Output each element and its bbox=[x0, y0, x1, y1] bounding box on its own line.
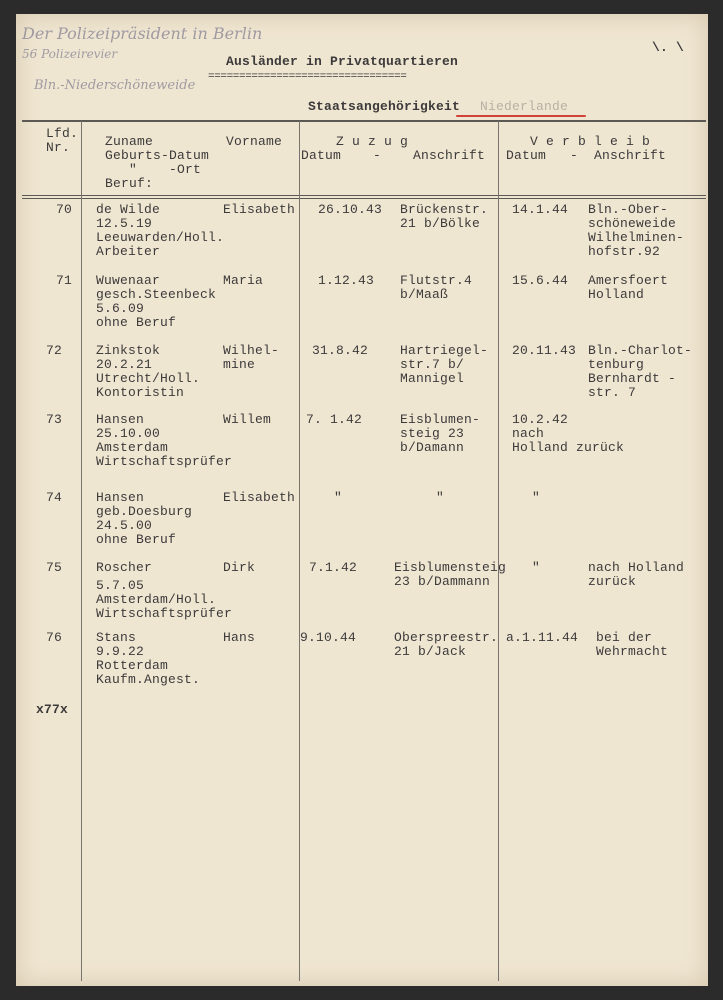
vorname: Wilhel- bbox=[223, 343, 280, 358]
police-stamp-line3: Bln.-Niederschöneweide bbox=[34, 78, 196, 93]
verbleib-anschrift: bei der bbox=[596, 630, 653, 645]
zuzug-anschrift: Eisblumensteig bbox=[394, 560, 507, 575]
verbleib-anschrift: Wehrmacht bbox=[596, 644, 669, 659]
zuzug-anschrift: Mannigel bbox=[400, 371, 465, 386]
verbleib-anschrift: str. 7 bbox=[588, 385, 637, 400]
row-number: 72 bbox=[46, 343, 63, 358]
person-line: Wirtschaftsprüfer bbox=[96, 606, 233, 621]
title-underline: ================================ bbox=[208, 71, 407, 83]
verbleib-datum: 10.2.42 bbox=[512, 412, 569, 427]
col-header-zuname: Zuname bbox=[105, 134, 154, 149]
verbleib-datum: " bbox=[532, 560, 541, 575]
header-rule-bottom bbox=[22, 195, 706, 196]
document-title: Ausländer in Privatquartieren bbox=[226, 54, 459, 69]
row-number: 74 bbox=[46, 490, 63, 505]
person-line: geb.Doesburg bbox=[96, 504, 193, 519]
zuzug-datum: 26.10.43 bbox=[318, 202, 383, 217]
zuzug-anschrift: steig 23 bbox=[400, 426, 465, 441]
person-line: 20.2.21 bbox=[96, 357, 153, 372]
vorname: Elisabeth bbox=[223, 202, 296, 217]
col-header-zuzug: Z u z u g bbox=[336, 134, 409, 149]
person-line: Amsterdam/Holl. bbox=[96, 592, 217, 607]
zuzug-anschrift: str.7 b/ bbox=[400, 357, 465, 372]
zuzug-anschrift: b/Maaß bbox=[400, 287, 449, 302]
row-number: 70 bbox=[56, 202, 73, 217]
person-line: ohne Beruf bbox=[96, 532, 177, 547]
col-header-zuzug-sub: Datum - Anschrift bbox=[301, 148, 486, 163]
person-line: 9.9.22 bbox=[96, 644, 145, 659]
nationality-label: Staatsangehörigkeit bbox=[308, 99, 461, 114]
verbleib-anschrift: Bln.-Ober- bbox=[588, 202, 669, 217]
person-line: Wirtschaftsprüfer bbox=[96, 454, 233, 469]
person-line: gesch.Steenbeck bbox=[96, 287, 217, 302]
verbleib-anschrift: Wilhelminen- bbox=[588, 230, 685, 245]
col-header-beruf: Beruf: bbox=[105, 176, 154, 191]
col-divider-2 bbox=[299, 121, 300, 981]
person-line: de Wilde bbox=[96, 202, 161, 217]
verbleib-anschrift: zurück bbox=[588, 574, 637, 589]
person-line: Arbeiter bbox=[96, 244, 161, 259]
verbleib-anschrift: schöneweide bbox=[588, 216, 677, 231]
nationality-red-underline bbox=[456, 115, 586, 117]
person-line: Amsterdam bbox=[96, 440, 169, 455]
col-header-lfd: Lfd. bbox=[46, 126, 79, 141]
verbleib-anschrift: Bernhardt - bbox=[588, 371, 677, 386]
vorname: Elisabeth bbox=[223, 490, 296, 505]
zuzug-anschrift: Flutstr.4 bbox=[400, 273, 473, 288]
verbleib-datum: nach bbox=[512, 426, 545, 441]
header-rule-bottom-2 bbox=[22, 198, 706, 199]
vorname: Maria bbox=[223, 273, 264, 288]
person-line: Roscher bbox=[96, 560, 153, 575]
zuzug-anschrift: 21 b/Bölke bbox=[400, 216, 481, 231]
zuzug-anschrift: Hartriegel- bbox=[400, 343, 489, 358]
col-header-vorname: Vorname bbox=[226, 134, 283, 149]
verbleib-anschrift: tenburg bbox=[588, 357, 645, 372]
zuzug-datum: 31.8.42 bbox=[312, 343, 369, 358]
person-line: 12.5.19 bbox=[96, 216, 153, 231]
person-line: Hansen bbox=[96, 412, 145, 427]
person-line: Wuwenaar bbox=[96, 273, 161, 288]
zuzug-anschrift: " bbox=[436, 490, 445, 505]
person-line: Hansen bbox=[96, 490, 145, 505]
zuzug-datum: 9.10.44 bbox=[300, 630, 357, 645]
row-number: 71 bbox=[56, 273, 73, 288]
verbleib-datum: 15.6.44 bbox=[512, 273, 569, 288]
verbleib-datum: Holland zurück bbox=[512, 440, 625, 455]
police-stamp-line2: 56 Polizeirevier bbox=[22, 47, 118, 61]
person-line: Rotterdam bbox=[96, 658, 169, 673]
vorname: mine bbox=[223, 357, 256, 372]
col-divider-3 bbox=[498, 121, 499, 981]
col-header-geburtsort: " -Ort bbox=[105, 162, 202, 177]
col-divider-1 bbox=[81, 121, 82, 981]
zuzug-anschrift: 23 b/Dammann bbox=[394, 574, 491, 589]
person-line: Stans bbox=[96, 630, 137, 645]
person-line: 5.6.09 bbox=[96, 301, 145, 316]
row-number: 75 bbox=[46, 560, 63, 575]
verbleib-anschrift: hofstr.92 bbox=[588, 244, 661, 259]
col-header-geburtsdatum: Geburts-Datum bbox=[105, 148, 210, 163]
verbleib-anschrift: Holland bbox=[588, 287, 645, 302]
footer-mark: x77x bbox=[36, 702, 69, 717]
verbleib-anschrift: nach Holland bbox=[588, 560, 685, 575]
person-line: Kaufm.Angest. bbox=[96, 672, 201, 687]
person-line: Leeuwarden/Holl. bbox=[96, 230, 225, 245]
person-line: Kontoristin bbox=[96, 385, 185, 400]
verbleib-datum: 14.1.44 bbox=[512, 202, 569, 217]
nationality-value: Niederlande bbox=[480, 99, 569, 114]
zuzug-anschrift: Brückenstr. bbox=[400, 202, 489, 217]
verbleib-anschrift: Amersfoert bbox=[588, 273, 669, 288]
header-rule-top bbox=[22, 120, 706, 122]
vorname: Willem bbox=[223, 412, 272, 427]
verbleib-datum: " bbox=[532, 490, 541, 505]
vorname: Hans bbox=[223, 630, 256, 645]
zuzug-anschrift: Eisblumen- bbox=[400, 412, 481, 427]
verbleib-datum: 20.11.43 bbox=[512, 343, 577, 358]
col-header-verbleib: V e r b l e i b bbox=[530, 134, 651, 149]
zuzug-datum: " bbox=[334, 490, 343, 505]
row-number: 76 bbox=[46, 630, 63, 645]
corner-mark: \. \ bbox=[652, 40, 685, 55]
person-line: ohne Beruf bbox=[96, 315, 177, 330]
verbleib-datum: a.1.11.44 bbox=[506, 630, 579, 645]
col-header-nr: Nr. bbox=[46, 140, 71, 155]
person-line: 24.5.00 bbox=[96, 518, 153, 533]
person-line: 5.7.05 bbox=[96, 578, 145, 593]
document-page bbox=[16, 14, 708, 986]
col-header-verbleib-sub: Datum - Anschrift bbox=[506, 148, 667, 163]
zuzug-anschrift: 21 b/Jack bbox=[394, 644, 467, 659]
person-line: Zinkstok bbox=[96, 343, 161, 358]
person-line: 25.10.00 bbox=[96, 426, 161, 441]
zuzug-datum: 1.12.43 bbox=[318, 273, 375, 288]
zuzug-anschrift: b/Damann bbox=[400, 440, 465, 455]
zuzug-datum: 7.1.42 bbox=[309, 560, 358, 575]
person-line: Utrecht/Holl. bbox=[96, 371, 201, 386]
zuzug-anschrift: Oberspreestr. bbox=[394, 630, 499, 645]
verbleib-anschrift: Bln.-Charlot- bbox=[588, 343, 693, 358]
zuzug-datum: 7. 1.42 bbox=[306, 412, 363, 427]
vorname: Dirk bbox=[223, 560, 256, 575]
row-number: 73 bbox=[46, 412, 63, 427]
police-stamp-line1: Der Polizeipräsident in Berlin bbox=[22, 24, 263, 43]
